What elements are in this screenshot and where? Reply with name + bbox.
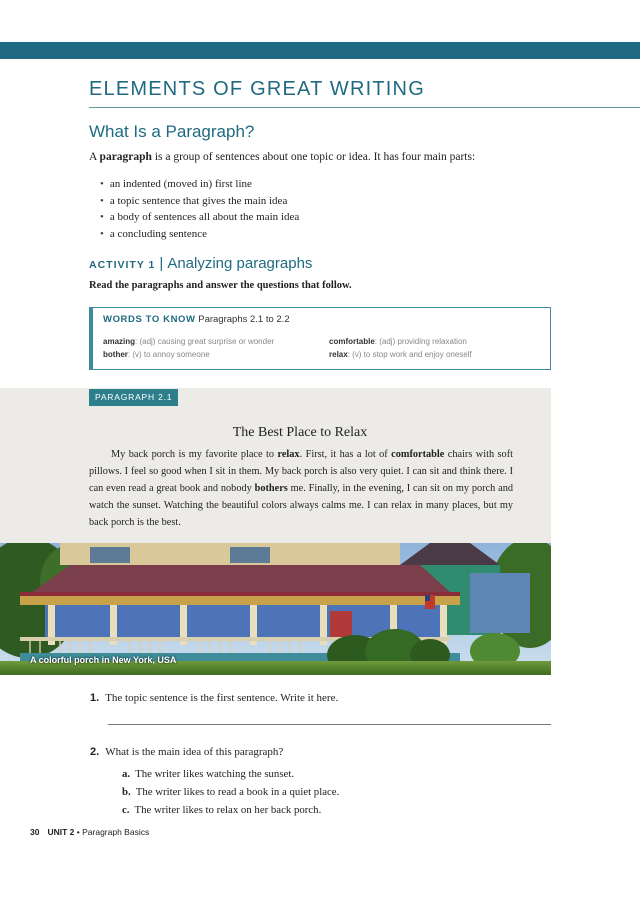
parts-list <box>100 176 299 242</box>
paragraph-text: chairs with soft pillows. I feel so good when I sit in them. My back porch is also very quiet. I can sit and think there. I can even read a great book and nobody <box>89 449 513 494</box>
page-footer <box>30 827 149 837</box>
paragraph-body <box>89 446 513 531</box>
heading-what-is-paragraph: What Is a Paragraph? <box>89 122 255 141</box>
page-number: 30 <box>30 827 40 837</box>
list-item: • a body of sentences all about the main idea <box>100 209 299 226</box>
question-2 <box>90 746 283 758</box>
answer-line[interactable] <box>108 724 551 725</box>
paragraph-text: My back porch is my favorite place to <box>111 449 278 460</box>
option-letter: a. <box>122 768 131 780</box>
definition-text: : (v) to annoy someone <box>127 350 210 359</box>
words-to-know-label: WORDS TO KNOW <box>103 314 196 325</box>
activity-label: ACTIVITY 1 <box>89 259 156 271</box>
definition-item <box>103 337 274 346</box>
definition-item <box>329 337 467 346</box>
words-to-know-header <box>103 314 290 325</box>
option-text: The writer likes to relax on her back porch. <box>134 804 322 816</box>
list-item: • a concluding sentence <box>100 226 299 243</box>
paragraph-tag: PARAGRAPH 2.1 <box>89 389 178 406</box>
list-item: • an indented (moved in) first line <box>100 176 299 193</box>
definition-item <box>103 350 210 359</box>
option-text: The writer likes to read a book in a quiet place. <box>135 786 340 798</box>
paragraph-text: me. Finally, in the evening, I can sit on my porch and watch the sunset. Watching the beautiful colors always calms me. I can relax in many places, but my back porch is the best. <box>89 483 513 528</box>
question-1 <box>90 692 338 704</box>
option-letter: b. <box>122 786 131 798</box>
definition-item <box>329 350 472 359</box>
intro-term: paragraph <box>99 151 152 163</box>
words-to-know-subtitle: Paragraphs 2.1 to 2.2 <box>198 314 290 325</box>
intro-rest: is a group of sentences about one topic or idea. It has four main parts: <box>154 151 476 163</box>
activity-separator: | <box>159 255 164 272</box>
option-text: The writer likes watching the sunset. <box>135 768 295 780</box>
footer-topic: Paragraph Basics <box>82 827 150 837</box>
footer-unit: UNIT 2 <box>47 827 75 837</box>
paragraph-text: . First, it has a lot of <box>299 449 392 460</box>
option-b <box>122 786 339 798</box>
words-to-know-box <box>89 307 551 370</box>
activity-instruction: Read the paragraphs and answer the questions that follow. <box>89 280 352 291</box>
section-divider <box>89 107 640 108</box>
question-text: The topic sentence is the first sentence. Write it here. <box>105 692 339 704</box>
top-color-bar <box>0 42 640 59</box>
option-a <box>122 768 294 780</box>
definition-text: : (adj) causing great surprise or wonder <box>135 337 275 346</box>
footer-bullet: • <box>76 827 80 837</box>
intro-text <box>89 151 609 163</box>
section-title: ELEMENTS OF GREAT WRITING <box>89 78 425 100</box>
question-number: 2. <box>90 746 100 758</box>
option-letter: c. <box>122 804 130 816</box>
option-c <box>122 804 321 816</box>
question-text: What is the main idea of this paragraph? <box>105 746 284 758</box>
question-number: 1. <box>90 692 100 704</box>
photo-caption: A colorful porch in New York, USA <box>30 655 177 665</box>
intro-lead: A <box>89 151 97 163</box>
vocab-bothers: bothers <box>254 483 288 494</box>
list-item: • a topic sentence that gives the main idea <box>100 193 299 210</box>
vocab-relax: relax <box>277 449 300 460</box>
definition-text: : (v) to stop work and enjoy oneself <box>347 350 472 359</box>
paragraph-title: The Best Place to Relax <box>232 425 368 440</box>
vocab-comfortable: comfortable <box>391 449 445 460</box>
definition-word: comfortable <box>329 337 375 346</box>
definition-word: bother <box>103 350 128 359</box>
activity-heading <box>89 255 312 273</box>
definition-word: relax <box>329 350 348 359</box>
definition-text: : (adj) providing relaxation <box>374 337 467 346</box>
activity-title: Analyzing paragraphs <box>167 255 313 272</box>
definition-word: amazing <box>103 337 136 346</box>
